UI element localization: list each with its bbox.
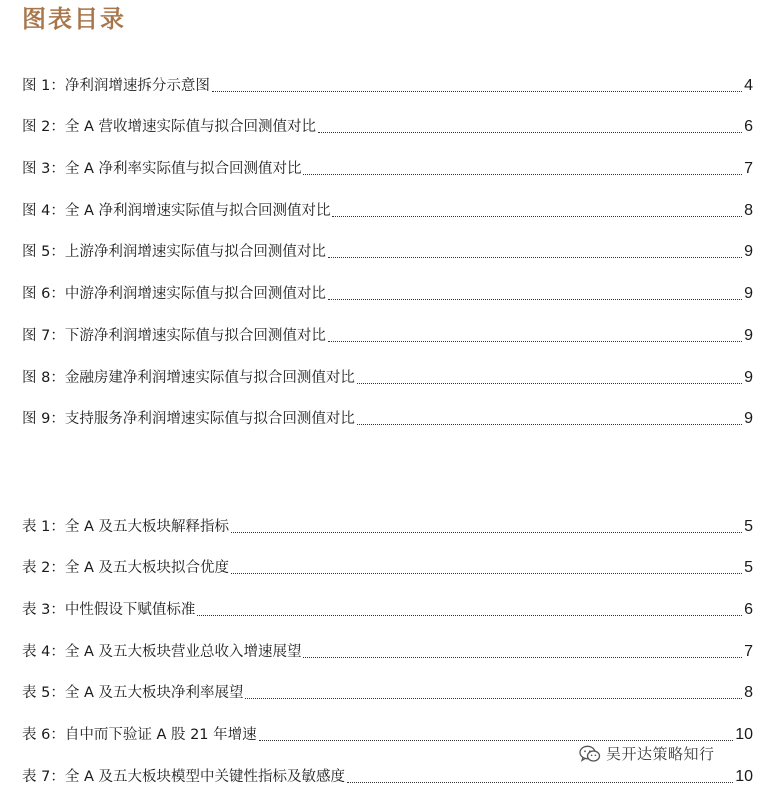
- dot-leader: [231, 573, 742, 574]
- toc-entry-figure-3[interactable]: [22, 144, 753, 186]
- toc-entry-label: 图 8：金融房建净利润增速实际值与拟合回测值对比: [22, 369, 355, 386]
- dot-leader: [303, 657, 742, 658]
- toc-entry-label: 图 2：全 A 营收增速实际值与拟合回测值对比: [22, 119, 316, 136]
- toc-entry-figure-4[interactable]: [22, 186, 753, 228]
- toc-entry-page: 9: [744, 410, 753, 428]
- toc-entry-label: 图 5：上游净利润增速实际值与拟合回测值对比: [22, 244, 326, 261]
- toc-entry-figure-9[interactable]: [22, 395, 753, 437]
- toc-entry-page: 8: [744, 201, 753, 219]
- dot-leader: [347, 782, 733, 783]
- toc-entry-label: 表 3：中性假设下赋值标准: [22, 602, 196, 619]
- toc-entry-label: 表 5：全 A 及五大板块净利率展望: [22, 685, 244, 702]
- toc-entry-page: 5: [744, 559, 753, 577]
- toc-entry-label: 表 7：全 A 及五大板块模型中关键性指标及敏感度: [22, 768, 345, 785]
- dot-leader: [328, 299, 742, 300]
- dot-leader: [212, 91, 742, 92]
- toc-entry-page: 10: [735, 767, 753, 785]
- toc-entry-page: 9: [744, 368, 753, 386]
- toc-entry-table-4[interactable]: [22, 627, 753, 669]
- dot-leader: [318, 132, 742, 133]
- toc-entry-figure-7[interactable]: [22, 311, 753, 353]
- toc-entry-page: 6: [744, 601, 753, 619]
- toc-entry-table-1[interactable]: [22, 502, 753, 544]
- figure-list: [22, 61, 753, 436]
- dot-leader: [357, 424, 742, 425]
- toc-entry-page: 9: [744, 326, 753, 344]
- dot-leader: [332, 216, 742, 217]
- toc-entry-page: 9: [744, 243, 753, 261]
- toc-entry-label: 表 4：全 A 及五大板块营业总收入增速展望: [22, 643, 302, 660]
- toc-entry-page: 7: [744, 642, 753, 660]
- watermark: [575, 741, 719, 766]
- dot-leader: [303, 174, 742, 175]
- toc-entry-figure-2[interactable]: [22, 103, 753, 145]
- toc-entry-label: 图 7：下游净利润增速实际值与拟合回测值对比: [22, 327, 326, 344]
- toc-entry-label: 图 1：净利润增速拆分示意图: [22, 77, 210, 94]
- toc-entry-page: 10: [735, 726, 753, 744]
- toc-entry-label: 表 6：自中而下验证 A 股 21 年增速: [22, 727, 257, 744]
- toc-entry-label: 图 6：中游净利润增速实际值与拟合回测值对比: [22, 286, 326, 303]
- toc-entry-page: 8: [744, 684, 753, 702]
- toc-entry-label: 表 2：全 A 及五大板块拟合优度: [22, 560, 229, 577]
- toc-entry-label: 图 9：支持服务净利润增速实际值与拟合回测值对比: [22, 411, 355, 428]
- toc-entry-figure-8[interactable]: [22, 353, 753, 395]
- toc-entry-page: 6: [744, 118, 753, 136]
- toc-entry-table-5[interactable]: [22, 669, 753, 711]
- toc-entry-figure-5[interactable]: [22, 228, 753, 270]
- watermark-text: 吴开达策略知行: [606, 745, 715, 763]
- dot-leader: [197, 615, 742, 616]
- toc-entry-label: 图 3：全 A 净利率实际值与拟合回测值对比: [22, 161, 302, 178]
- dot-leader: [245, 698, 742, 699]
- toc-entry-page: 5: [744, 517, 753, 535]
- page-title: 图表目录: [22, 4, 126, 33]
- toc-entry-table-3[interactable]: [22, 585, 753, 627]
- toc-entry-figure-6[interactable]: [22, 269, 753, 311]
- toc-entry-label: 图 4：全 A 净利润增速实际值与拟合回测值对比: [22, 202, 331, 219]
- toc-entry-page: 9: [744, 285, 753, 303]
- wechat-icon: [579, 745, 601, 763]
- toc-entry-page: 7: [744, 160, 753, 178]
- dot-leader: [231, 532, 742, 533]
- toc-entry-page: 4: [744, 76, 753, 94]
- dot-leader: [357, 383, 742, 384]
- dot-leader: [328, 341, 742, 342]
- dot-leader: [328, 257, 742, 258]
- toc-entry-table-2[interactable]: [22, 544, 753, 586]
- toc-entry-label: 表 1：全 A 及五大板块解释指标: [22, 518, 229, 535]
- toc-entry-figure-1[interactable]: [22, 61, 753, 103]
